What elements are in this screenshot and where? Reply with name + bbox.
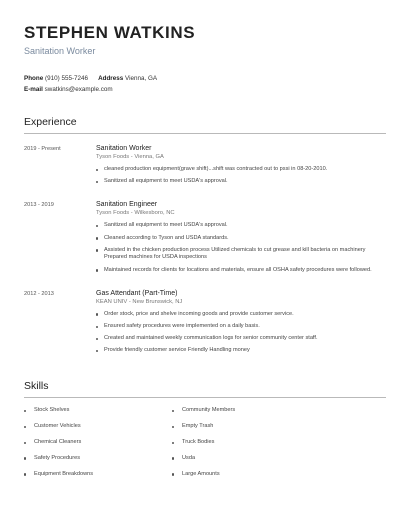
job-role: Gas Attendant (Part-Time) (96, 289, 178, 297)
skill-item: Empty Trash (172, 423, 320, 431)
resume-page (24, 22, 386, 486)
job-bullet: Ensured safety procedures were implemented on a daily basis. (96, 323, 386, 331)
job-bullet: Provide friendly customer service Friendly Handling money (96, 347, 386, 355)
job-role: Sanitation Worker (96, 145, 152, 152)
job-employer: Tyson Foods - Wilkesboro, NC (96, 210, 175, 217)
contact-info (24, 73, 386, 95)
bullet-dot-icon (172, 442, 174, 444)
skill-item: Truck Bodies (172, 439, 320, 447)
bullet-dot-icon (96, 350, 98, 352)
job-entry (24, 200, 386, 278)
skill-item: Large Amounts (172, 471, 320, 479)
bullet-dot-icon (96, 338, 98, 340)
email-entry (24, 84, 113, 95)
job-employer: Tyson Foods - Vienna, GA (96, 154, 164, 160)
bullet-dot-icon (96, 313, 98, 315)
bullet-dot-icon (24, 473, 26, 475)
resume-header (24, 22, 386, 57)
candidate-name: STEPHEN WATKINS (24, 23, 196, 42)
job-dates: 2019 - Present (24, 146, 61, 152)
address-entry (98, 73, 157, 84)
job-bullet: Assisted in the chicken production process Utilized chemicals to cut grease and kill bacteria on machinery Prepared machines for USDA inspections (96, 247, 386, 262)
job-dates: 2012 - 2013 (24, 290, 54, 297)
skill-item: Chemical Cleaners (24, 439, 172, 447)
job-dates: 2013 - 2019 (24, 202, 54, 209)
skills-list (24, 407, 386, 486)
bullet-dot-icon (172, 426, 174, 428)
bullet-dot-icon (172, 473, 174, 475)
job-bullet: Sanitized all equipment to meet USDA's approval. (96, 178, 386, 186)
skill-item: Customer Vehicles (24, 423, 172, 431)
skill-item: Equipment Breakdowns (24, 471, 172, 479)
address-value: Vienna, GA (125, 75, 158, 82)
job-bullets (96, 222, 386, 274)
contact-row-email (24, 84, 386, 95)
skill-item: Stock Shelves (24, 407, 172, 415)
phone-value: (910) 555-7246 (45, 75, 89, 82)
phone-label: Phone (24, 75, 44, 82)
job-entry (24, 289, 386, 360)
job-bullet: Cleaned according to Tyson and USDA standards. (96, 235, 386, 243)
bullet-dot-icon (96, 181, 98, 183)
bullet-dot-icon (24, 442, 26, 444)
experience-heading: Experience (24, 115, 386, 134)
address-label: Address (98, 75, 124, 82)
bullet-dot-icon (96, 326, 98, 328)
bullet-dot-icon (96, 169, 98, 171)
experience-list (24, 144, 386, 359)
bullet-dot-icon (96, 269, 98, 271)
bullet-dot-icon (172, 410, 174, 412)
candidate-title: Sanitation Worker (24, 46, 96, 56)
skill-item: Usda (172, 455, 320, 463)
job-bullets (96, 166, 386, 186)
job-entry (24, 144, 386, 190)
bullet-dot-icon (96, 249, 98, 251)
bullet-dot-icon (24, 457, 26, 459)
job-bullet: cleaned production equipment(grave shift)...shift was contracted out to pssi in 08-20-2010. (96, 166, 386, 174)
email-label: E-mail (24, 86, 43, 93)
skill-item: Safety Procedures (24, 455, 172, 463)
contact-row-phone-address (24, 73, 386, 84)
bullet-dot-icon (24, 410, 26, 412)
skill-item: Community Members (172, 407, 320, 415)
job-bullets (96, 311, 386, 355)
job-bullet: Created and maintained weekly communication logs for senior community center staff. (96, 335, 386, 343)
job-bullet: Maintained records for clients for locations and materials, ensure all OSHA safety procedures were followed. (96, 267, 386, 275)
bullet-dot-icon (24, 426, 26, 428)
phone-entry (24, 73, 88, 84)
job-role: Sanitation Engineer (96, 201, 158, 209)
bullet-dot-icon (96, 237, 98, 239)
bullet-dot-icon (96, 225, 98, 227)
bullet-dot-icon (172, 457, 174, 459)
job-bullet: Sanitized all equipment to meet USDA's approval. (96, 222, 386, 230)
email-value[interactable]: swatkins@example.com (44, 86, 113, 93)
skills-heading: Skills (24, 379, 386, 398)
job-employer: KEAN UNIV - New Brunswick, NJ (96, 298, 183, 305)
job-bullet: Order stock, price and shelve incoming goods and provide customer service. (96, 311, 386, 319)
